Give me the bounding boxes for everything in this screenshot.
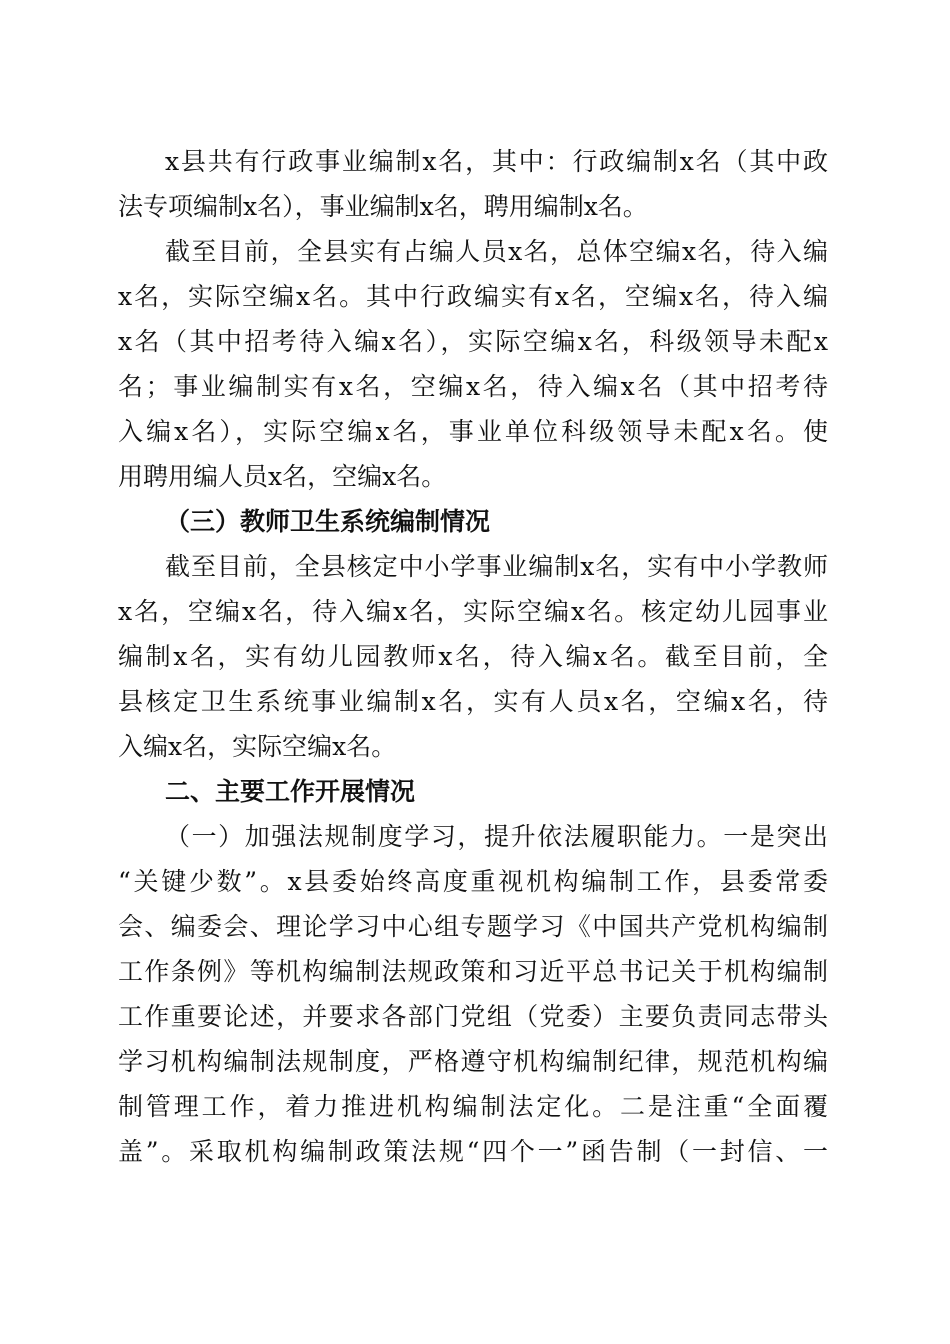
paragraph-1-line-1: x县共有行政事业编制x名，其中：行政编制x名（其中政 bbox=[165, 147, 828, 176]
paragraph-4-line-5: 工作重要论述，并要求各部门党组（党委）主要负责同志带头 bbox=[118, 1002, 828, 1031]
paragraph-4-line-2: “关键少数”。x县委始终高度重视机构编制工作，县委常委 bbox=[118, 867, 828, 896]
subheading-teacher-health: （三）教师卫生系统编制情况 bbox=[165, 507, 491, 536]
paragraph-3-line-3: 编制x名，实有幼儿园教师x名，待入编x名。截至目前，全 bbox=[118, 642, 828, 671]
paragraph-4-line-6: 学习机构编制法规制度，严格遵守机构编制纪律，规范机构编 bbox=[118, 1047, 828, 1076]
paragraph-2-line-4: 名；事业编制实有x名，空编x名，待入编x名（其中招考待 bbox=[118, 372, 828, 401]
paragraph-3-line-4: 县核定卫生系统事业编制x名，实有人员x名，空编x名，待 bbox=[118, 687, 828, 716]
paragraph-2-line-6: 用聘用编人员x名，空编x名。 bbox=[118, 462, 447, 491]
paragraph-4-line-7: 制管理工作，着力推进机构编制法定化。二是注重“全面覆 bbox=[118, 1092, 828, 1121]
paragraph-3-line-2: x名，空编x名，待入编x名，实际空编x名。核定幼儿园事业 bbox=[118, 597, 828, 626]
paragraph-3-line-5: 入编x名，实际空编x名。 bbox=[118, 732, 397, 761]
paragraph-3-line-1: 截至目前，全县核定中小学事业编制x名，实有中小学教师 bbox=[165, 552, 828, 581]
paragraph-2-line-2: x名，实际空编x名。其中行政编实有x名，空编x名，待入编 bbox=[118, 282, 828, 311]
paragraph-2-line-1: 截至目前，全县实有占编人员x名，总体空编x名，待入编 bbox=[165, 237, 828, 266]
paragraph-4-line-1: （一）加强法规制度学习，提升依法履职能力。一是突出 bbox=[165, 822, 828, 851]
paragraph-2-line-5: 入编x名），实际空编x名，事业单位科级领导未配x名。使 bbox=[118, 417, 828, 446]
paragraph-4-line-3: 会、编委会、理论学习中心组专题学习《中国共产党机构编制 bbox=[118, 912, 828, 941]
paragraph-4-line-8: 盖”。采取机构编制政策法规“四个一”函告制（一封信、一 bbox=[118, 1137, 828, 1166]
paragraph-4-line-4: 工作条例》等机构编制法规政策和习近平总书记关于机构编制 bbox=[118, 957, 828, 986]
paragraph-2-line-3: x名（其中招考待入编x名），实际空编x名，科级领导未配x bbox=[118, 327, 828, 356]
section-2-heading: 二、主要工作开展情况 bbox=[165, 777, 416, 806]
paragraph-1-line-2: 法专项编制x名），事业编制x名，聘用编制x名。 bbox=[118, 192, 648, 221]
